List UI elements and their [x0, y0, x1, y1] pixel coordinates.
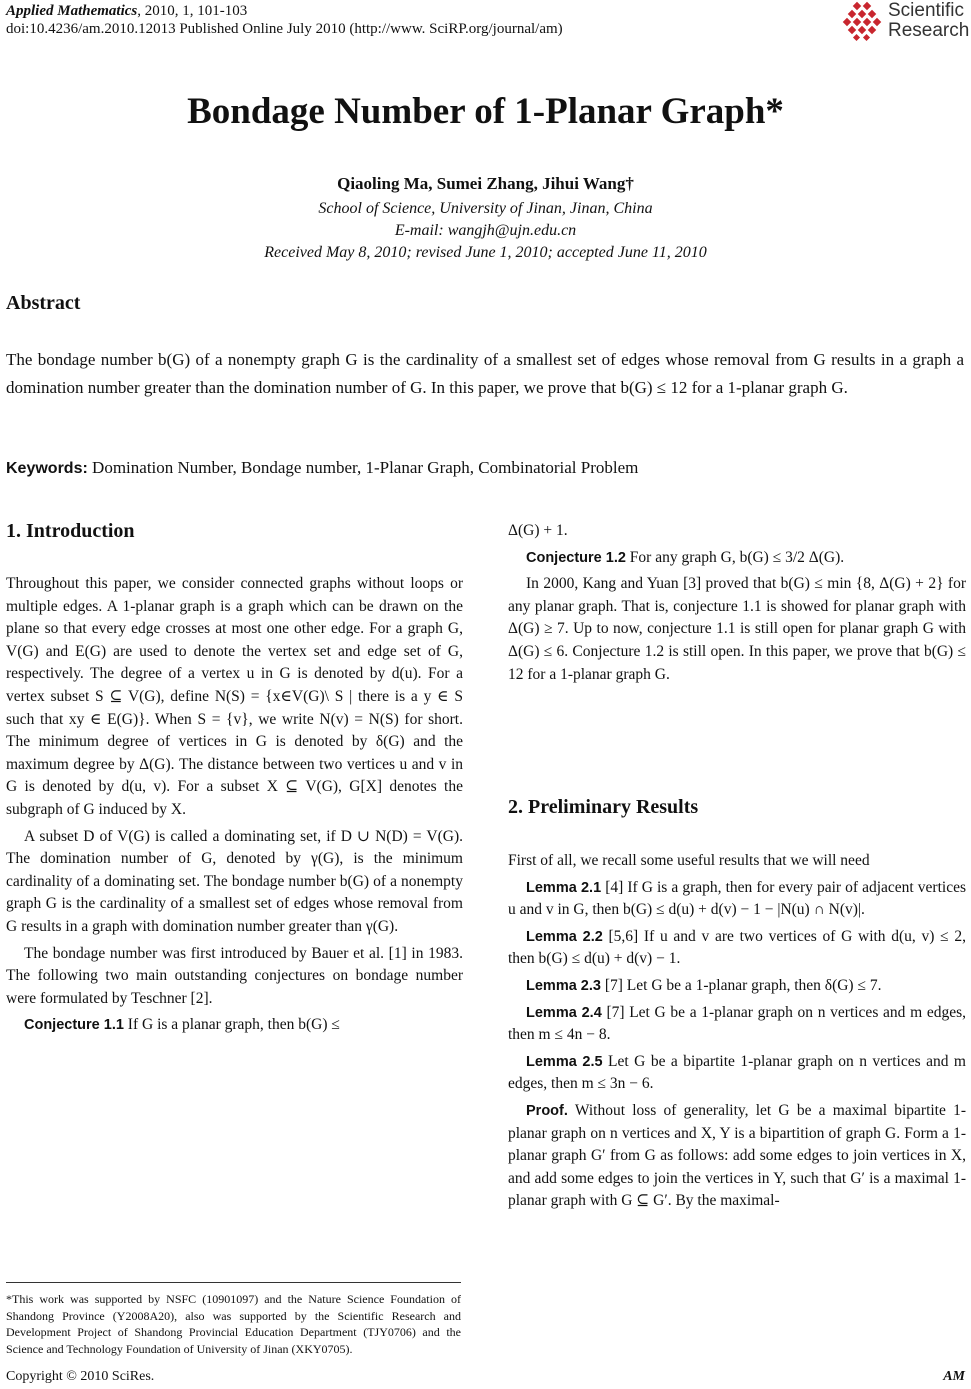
doi-line: doi:10.4236/am.2010.12013 Published Online July 2010 (http://www. SciRP.org/journal/am) — [6, 21, 563, 37]
keywords-label: Keywords: — [6, 460, 88, 477]
lemma-2-2-label: Lemma 2.2 — [526, 928, 603, 945]
lemma-2-4-label: Lemma 2.4 — [526, 1004, 602, 1021]
right-column-bottom — [508, 850, 966, 1217]
intro-paragraph-4: In 2000, Kang and Yuan [3] proved that b(G) ≤ min {8, Δ(G) + 2} for any planar graph. That is, conjecture 1.1 is showed for planar graph with Δ(G) ≥ 7. Up to now, conjecture 1.1 is still open for planar graph G with Δ(G) ≤ 6. Conjecture 1.2 is still open. In this paper, we prove that b(G) ≤ 12 for a 1-planar graph G. — [508, 575, 966, 683]
lemma-2-5-text: Let G be a bipartite 1-planar graph on n vertices and m edges, then m ≤ 3n − 6. — [508, 1052, 966, 1093]
keywords-text: Domination Number, Bondage number, 1-Planar Graph, Combinatorial Problem — [87, 458, 639, 477]
abstract-heading: Abstract — [6, 292, 81, 314]
lemma-2-3 — [508, 975, 966, 998]
proof-text: Without loss of generality, let G be a maximal bipartite 1-planar graph on n vertices and X, Y is a bipartition of graph G. Form a 1-planar graph G′ from G as follows: add some edges to join vertices in X, and add some edges to join the vertices in Y, such that G′ is a maximal 1-planar graph with G ⊆ G′. By the maximal- — [508, 1101, 966, 1210]
journal-name: Applied Mathematics — [6, 3, 138, 19]
lemma-2-1-label: Lemma 2.1 — [526, 879, 602, 896]
copyright-footer: Copyright © 2010 SciRes. — [6, 1369, 155, 1384]
proof-paragraph — [508, 1100, 966, 1213]
logo-line-1: Scientific — [888, 0, 965, 21]
lemma-2-4-text: [7] Let G be a 1-planar graph on n vertices and m edges, then m ≤ 4n − 8. — [508, 1003, 966, 1044]
email: E-mail: wangjh@ujn.edu.cn — [394, 222, 577, 239]
preliminary-paragraph-1: First of all, we recall some useful results that we will need — [508, 852, 870, 869]
intro-paragraph-1: Throughout this paper, we consider connected graphs without loops or multiple edges. A 1-planar graph is a graph which can be drawn on the plane so that every edge crosses at most one other edge. For a graph G, V(G) and E(G) are used to denote the vertex set and edge set of G, respectively. The degree of a vertex u in G is denoted by d(u). For a vertex subset S ⊆ V(G), define N(S) = {x∈V(G)\ S | there is a y ∈ S such that xy ∈ E(G)}. When S = {v}, we write N(v) = N(S) for short. The minimum degree of vertices in G is denoted by δ(G) and the maximum degree by Δ(G). The distance between two vertices u and v in G is denoted by d(u, v). For a subset X ⊆ V(G), G[X] denotes the subgraph of G induced by X. — [6, 575, 463, 818]
lemma-2-4 — [508, 1002, 966, 1047]
conjecture-1-2-text: For any graph G, b(G) ≤ 3/2 Δ(G). — [625, 548, 845, 566]
lemma-2-1 — [508, 877, 966, 922]
lemma-2-2-text: [5,6] If u and v are two vertices of G with d(u, v) ≤ 2, then b(G) ≤ d(u) + d(v) − 1. — [508, 927, 966, 968]
conjecture-1-2 — [508, 547, 966, 570]
left-column — [6, 573, 463, 1041]
conjecture-1-2-label: Conjecture 1.2 — [526, 549, 626, 566]
logo-line-2: Research — [888, 20, 970, 41]
proof-label: Proof. — [526, 1102, 568, 1119]
lemma-2-3-label: Lemma 2.3 — [526, 977, 601, 994]
affiliation: School of Science, University of Jinan, Jinan, China — [318, 200, 653, 217]
conjecture-1-1-text: If G is a planar graph, then b(G) ≤ — [123, 1016, 340, 1034]
lemma-2-5 — [508, 1051, 966, 1096]
intro-paragraph-3: The bondage number was first introduced by Bauer et al. [1] in 1983. The following two main outstanding conjectures on bondage number were formulated by Teschner [2]. — [6, 944, 463, 1007]
publisher-logo — [840, 0, 970, 43]
publisher-logo-icon — [840, 1, 884, 43]
author-list: Qiaoling Ma, Sumei Zhang, Jihui Wang† — [337, 174, 634, 193]
received-dates: Received May 8, 2010; revised June 1, 2010; accepted June 11, 2010 — [264, 244, 707, 261]
journal-volume: , 2010, 1, 101-103 — [137, 3, 248, 19]
paper-title: Bondage Number of 1-Planar Graph* — [187, 91, 784, 132]
lemma-2-5-label: Lemma 2.5 — [526, 1053, 603, 1070]
lemma-2-3-text: [7] Let G be a 1-planar graph, then δ(G) ≤ 7. — [600, 976, 882, 994]
conjecture-1-1-label: Conjecture 1.1 — [24, 1017, 124, 1034]
publisher-logo-text — [888, 1, 969, 41]
journal-abbreviation: AM — [943, 1369, 965, 1384]
abstract-text: The bondage number b(G) of a nonempty graph G is the cardinality of a smallest set of edges whose removal from G results in a graph a domination number greater than the domination number of G. In this paper, we prove that b(G) ≤ 12 for a 1-planar graph G. — [6, 350, 964, 397]
section-heading-introduction: 1. Introduction — [6, 520, 135, 542]
section-heading-preliminary: 2. Preliminary Results — [508, 796, 699, 818]
journal-citation — [6, 2, 247, 21]
intro-paragraph-2: A subset D of V(G) is called a dominating set, if D ∪ N(D) = V(G). The domination number of G, denoted by γ(G), is the minimum cardinality of a dominating set. The bondage number b(G) of a nonempty graph G is the cardinality of a smallest set of edges whose removal from G results in a graph with domination number greater than γ(G). — [6, 827, 463, 935]
lemma-2-2 — [508, 926, 966, 971]
lemma-2-1-text: [4] If G is a graph, then for every pair of adjacent vertices u and v in G, then b(G) ≤ d(u) + d(v) − 1 − |N(u) ∩ N(v)|. — [508, 878, 966, 919]
conjecture-1-1 — [6, 1014, 463, 1037]
keywords — [6, 458, 638, 478]
right-column-top — [508, 520, 966, 690]
footnote-rule — [6, 1282, 461, 1283]
funding-footnote: *This work was supported by NSFC (10901097) and the Nature Science Foundation of Shandong Province (Y2008A20), also was supported by the Scientific Research and Development Project of Shandong Provincial Education Department (TJY0706) and the Science and Technology Foundation of University of Jinan (XKY0705). — [6, 1292, 461, 1356]
conjecture-1-1-continued: Δ(G) + 1. — [508, 522, 568, 539]
